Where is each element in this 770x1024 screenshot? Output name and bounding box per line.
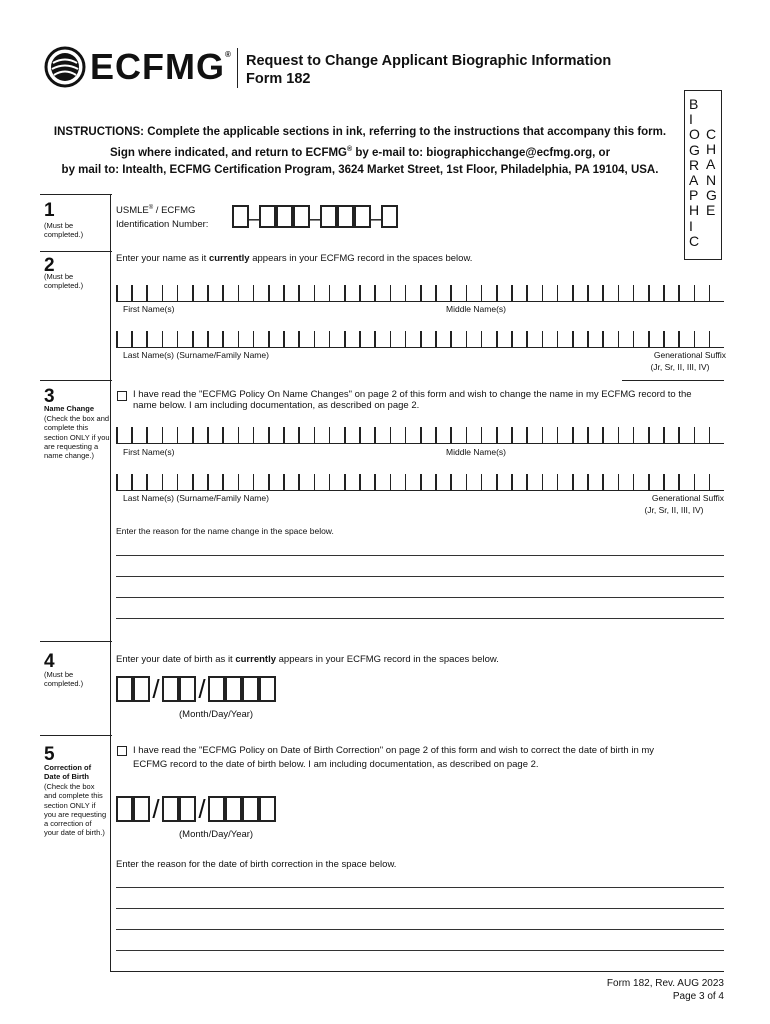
instructions-line-3: by mail to: Intealth, ECFMG Certification Program, 3624 Market Street, 1st Floor, Philadelphia, PA 19104, USA. xyxy=(61,163,659,176)
usmle-id-label: USMLE® / ECFMG xyxy=(116,205,196,217)
footer-page-number: Page 3 of 4 xyxy=(672,991,724,1002)
new-first-middle-name-field[interactable] xyxy=(116,424,724,444)
comb-tick xyxy=(648,331,650,347)
id-digit-box[interactable] xyxy=(337,205,354,228)
reason-line[interactable] xyxy=(116,597,724,598)
tab-letter: A xyxy=(706,156,716,173)
comb-tick xyxy=(390,285,392,301)
comb-tick xyxy=(238,285,240,301)
tab-letter: C xyxy=(689,232,700,249)
id-dash: – xyxy=(310,208,322,230)
comb-tick xyxy=(222,285,224,301)
comb-tick xyxy=(192,427,194,443)
reason-line[interactable] xyxy=(116,887,724,888)
dob-digit-box[interactable] xyxy=(162,796,179,822)
dob-digit-box[interactable] xyxy=(242,676,259,702)
comb-tick xyxy=(678,285,680,301)
comb-tick xyxy=(146,427,148,443)
comb-tick xyxy=(618,331,620,347)
new-suffix-examples: (Jr, Sr, II, III, IV) xyxy=(644,505,704,515)
dob-digit-box[interactable] xyxy=(179,796,196,822)
dob-format-label: (Month/Day/Year) xyxy=(179,709,254,720)
comb-tick xyxy=(709,285,711,301)
comb-tick xyxy=(344,285,346,301)
comb-tick xyxy=(618,285,620,301)
comb-tick xyxy=(298,331,300,347)
instructions-line-2: Sign where indicated, and return to ECFMG® by e-mail to: biographicchange@ecfmg.org, or xyxy=(109,146,611,159)
comb-tick xyxy=(192,285,194,301)
comb-tick xyxy=(131,474,133,490)
comb-tick xyxy=(587,285,589,301)
comb-tick xyxy=(435,331,437,347)
comb-tick xyxy=(633,285,635,301)
comb-tick xyxy=(602,331,604,347)
reason-line[interactable] xyxy=(116,618,724,619)
id-digit-box[interactable] xyxy=(320,205,337,228)
biographic-change-tab xyxy=(684,90,722,260)
comb-tick xyxy=(268,285,270,301)
comb-tick xyxy=(496,474,498,490)
comb-tick xyxy=(678,331,680,347)
dob-digit-box[interactable] xyxy=(225,796,242,822)
dob-digit-box[interactable] xyxy=(242,796,259,822)
current-dob-input[interactable] xyxy=(116,676,276,702)
id-digit-box[interactable] xyxy=(276,205,293,228)
comb-tick xyxy=(663,285,665,301)
comb-tick xyxy=(374,331,376,347)
section-5-rule xyxy=(40,735,112,736)
new-last-name-field[interactable] xyxy=(116,471,724,491)
ecfmg-logo xyxy=(44,46,232,88)
tab-letter: G xyxy=(706,186,717,203)
comb-tick xyxy=(314,474,316,490)
section-3-rule xyxy=(40,380,112,381)
section-5-note: (Check the box and complete this section ONLY if you are requesting a correction of your date of birth.) xyxy=(44,782,107,838)
comb-tick xyxy=(709,331,711,347)
comb-tick xyxy=(298,285,300,301)
comb-tick xyxy=(526,474,528,490)
current-first-middle-name-field[interactable] xyxy=(116,282,724,302)
section-4-instruction: Enter your date of birth as it currently appears in your ECFMG record in the spaces below. xyxy=(116,654,499,665)
comb-tick xyxy=(192,331,194,347)
comb-tick xyxy=(374,285,376,301)
id-dash: – xyxy=(249,208,261,230)
comb-tick xyxy=(374,474,376,490)
tab-letter: N xyxy=(706,171,717,188)
comb-tick xyxy=(435,427,437,443)
current-last-name-label: Last Name(s) (Surname/Family Name) xyxy=(123,350,269,360)
comb-tick xyxy=(450,331,452,347)
comb-tick xyxy=(602,427,604,443)
comb-tick xyxy=(542,427,544,443)
current-first-name-label: First Name(s) xyxy=(123,304,175,314)
section-2-number: 2 xyxy=(44,255,55,276)
bottom-rule xyxy=(110,971,724,972)
comb-tick xyxy=(435,474,437,490)
comb-tick xyxy=(314,331,316,347)
comb-tick xyxy=(344,474,346,490)
reason-line[interactable] xyxy=(116,950,724,951)
comb-tick xyxy=(359,331,361,347)
dob-slash: / xyxy=(198,674,206,704)
current-suffix-label: Generational Suffix xyxy=(653,350,726,360)
reason-line[interactable] xyxy=(116,576,724,577)
comb-tick xyxy=(709,427,711,443)
tab-letter: O xyxy=(689,126,700,143)
comb-tick xyxy=(602,285,604,301)
dob-digit-box[interactable] xyxy=(259,796,276,822)
instructions-line-1: INSTRUCTIONS: Complete the applicable sections in ink, referring to the instructions that accompany this form. xyxy=(53,126,667,138)
section-2-rule xyxy=(40,251,112,252)
comb-tick xyxy=(283,474,285,490)
current-last-name-field[interactable] xyxy=(116,328,724,348)
logo-text: ECFMG® xyxy=(90,46,232,87)
section-4-note: (Must be completed.) xyxy=(44,670,84,689)
comb-tick xyxy=(466,331,468,347)
comb-tick xyxy=(192,474,194,490)
comb-tick xyxy=(618,427,620,443)
footer-revision: Form 182, Rev. AUG 2023 xyxy=(606,978,724,989)
comb-tick xyxy=(116,331,118,347)
tab-letter: C xyxy=(706,126,717,142)
comb-tick xyxy=(633,331,635,347)
comb-tick xyxy=(450,427,452,443)
form-number: Form 182 xyxy=(246,71,311,87)
new-suffix-label: Generational Suffix xyxy=(651,493,724,503)
comb-tick xyxy=(542,474,544,490)
comb-tick xyxy=(420,474,422,490)
comb-tick xyxy=(420,331,422,347)
comb-tick xyxy=(557,474,559,490)
dob-digit-box[interactable] xyxy=(259,676,276,702)
id-dash: – xyxy=(371,208,383,230)
comb-tick xyxy=(253,285,255,301)
section-2-end-rule xyxy=(622,380,724,381)
comb-tick xyxy=(268,331,270,347)
comb-tick xyxy=(572,285,574,301)
corrected-dob-input[interactable] xyxy=(116,796,276,822)
id-digit-box[interactable] xyxy=(381,205,398,228)
tab-letter: H xyxy=(689,202,700,219)
comb-tick xyxy=(359,285,361,301)
dob-slash: / xyxy=(152,794,160,824)
comb-tick xyxy=(663,427,665,443)
comb-tick xyxy=(663,474,665,490)
section-5-title: Correction of Date of Birth xyxy=(44,763,92,782)
comb-tick xyxy=(314,285,316,301)
comb-tick xyxy=(222,474,224,490)
comb-tick xyxy=(116,427,118,443)
comb-tick xyxy=(466,285,468,301)
comb-tick xyxy=(283,331,285,347)
comb-tick xyxy=(253,331,255,347)
comb-tick xyxy=(177,285,179,301)
comb-tick xyxy=(162,474,164,490)
comb-tick xyxy=(344,331,346,347)
new-middle-name-label: Middle Name(s) xyxy=(446,447,506,457)
reason-line[interactable] xyxy=(116,908,724,909)
id-digit-box[interactable] xyxy=(293,205,310,228)
comb-tick xyxy=(496,427,498,443)
reason-line[interactable] xyxy=(116,929,724,930)
id-digit-box[interactable] xyxy=(232,205,249,228)
comb-tick xyxy=(283,285,285,301)
comb-tick xyxy=(587,474,589,490)
comb-tick xyxy=(329,427,331,443)
section-3-title: Name Change xyxy=(44,404,95,413)
comb-tick xyxy=(481,285,483,301)
tab-letter: A xyxy=(689,172,699,189)
comb-tick xyxy=(238,331,240,347)
tab-letter: R xyxy=(689,156,700,173)
dob-correction-statement: I have read the "ECFMG Policy on Date of Birth Correction" on page 2 of this form and wish to correct the date of birth in my ECFMG record to the date of birth below. I am including documentation, as described on page 2. xyxy=(133,745,655,770)
comb-tick xyxy=(496,285,498,301)
comb-tick xyxy=(207,427,209,443)
comb-tick xyxy=(131,285,133,301)
comb-tick xyxy=(572,427,574,443)
reason-line[interactable] xyxy=(116,555,724,556)
comb-tick xyxy=(557,285,559,301)
name-change-reason-label: Enter the reason for the name change in the space below. xyxy=(116,526,334,536)
tab-letter: I xyxy=(689,217,693,234)
usmle-id-input[interactable] xyxy=(232,205,398,228)
dob-digit-box[interactable] xyxy=(225,676,242,702)
section-1-rule xyxy=(40,194,112,195)
comb-tick xyxy=(526,285,528,301)
dob-digit-box[interactable] xyxy=(208,796,225,822)
comb-tick xyxy=(162,285,164,301)
dob-digit-box[interactable] xyxy=(162,676,179,702)
comb-tick xyxy=(542,331,544,347)
comb-tick xyxy=(283,427,285,443)
comb-tick xyxy=(359,474,361,490)
comb-tick xyxy=(207,331,209,347)
comb-tick xyxy=(238,427,240,443)
comb-tick xyxy=(177,474,179,490)
comb-tick xyxy=(511,474,513,490)
comb-tick xyxy=(557,331,559,347)
dob-digit-box[interactable] xyxy=(133,676,150,702)
section-2-instruction: Enter your name as it currently appears in your ECFMG record in the spaces below. xyxy=(116,253,473,264)
form-title: Request to Change Applicant Biographic Information xyxy=(246,53,612,69)
comb-tick xyxy=(390,474,392,490)
comb-tick xyxy=(572,331,574,347)
comb-tick xyxy=(526,427,528,443)
comb-tick xyxy=(542,285,544,301)
tab-letter: B xyxy=(689,96,699,112)
comb-tick xyxy=(648,474,650,490)
comb-tick xyxy=(405,285,407,301)
comb-tick xyxy=(131,427,133,443)
usmle-id-label-2: Identification Number: xyxy=(116,219,209,230)
comb-tick xyxy=(450,285,452,301)
comb-tick xyxy=(648,285,650,301)
comb-tick xyxy=(648,427,650,443)
form-footer xyxy=(607,977,724,1003)
comb-tick xyxy=(618,474,620,490)
comb-tick xyxy=(694,285,696,301)
comb-tick xyxy=(162,427,164,443)
comb-tick xyxy=(298,474,300,490)
comb-tick xyxy=(207,474,209,490)
comb-tick xyxy=(268,427,270,443)
comb-tick xyxy=(663,331,665,347)
tab-letter: E xyxy=(706,202,716,219)
comb-tick xyxy=(694,331,696,347)
comb-tick xyxy=(390,427,392,443)
tab-letter: G xyxy=(689,141,700,158)
dob-digit-box[interactable] xyxy=(179,676,196,702)
comb-tick xyxy=(405,427,407,443)
name-change-statement: I have read the "ECFMG Policy On Name Changes" on page 2 of this form and wish to change the name in my ECFMG record to the name below. I am including documentation, as described on page 2. xyxy=(133,389,692,411)
comb-tick xyxy=(694,427,696,443)
section-3-number: 3 xyxy=(44,386,55,407)
id-digit-box[interactable] xyxy=(259,205,276,228)
comb-tick xyxy=(511,331,513,347)
dob-slash: / xyxy=(198,794,206,824)
comb-tick xyxy=(329,285,331,301)
tab-letter: I xyxy=(689,111,693,128)
comb-tick xyxy=(344,427,346,443)
corrected-dob-format-label: (Month/Day/Year) xyxy=(179,829,254,840)
current-suffix-examples: (Jr, Sr, II, III, IV) xyxy=(650,362,710,372)
comb-tick xyxy=(222,331,224,347)
comb-tick xyxy=(466,427,468,443)
comb-tick xyxy=(268,474,270,490)
instructions xyxy=(40,124,680,179)
section-4-number: 4 xyxy=(44,651,55,672)
comb-tick xyxy=(116,285,118,301)
comb-tick xyxy=(633,474,635,490)
left-vertical-rule xyxy=(110,194,111,972)
section-2-note: (Must be completed.) xyxy=(44,272,84,291)
comb-tick xyxy=(253,474,255,490)
section-1-number: 1 xyxy=(44,200,55,221)
comb-tick xyxy=(177,427,179,443)
comb-tick xyxy=(146,285,148,301)
comb-tick xyxy=(131,331,133,347)
new-last-name-label: Last Name(s) (Surname/Family Name) xyxy=(123,493,269,503)
dob-digit-box[interactable] xyxy=(116,796,133,822)
tab-word-change xyxy=(706,127,717,218)
comb-tick xyxy=(314,427,316,443)
comb-tick xyxy=(587,331,589,347)
comb-tick xyxy=(420,427,422,443)
comb-tick xyxy=(466,474,468,490)
tab-letter: H xyxy=(706,141,717,158)
comb-tick xyxy=(435,285,437,301)
name-change-checkbox[interactable] xyxy=(117,391,127,401)
comb-tick xyxy=(694,474,696,490)
comb-tick xyxy=(481,331,483,347)
section-4-rule xyxy=(40,641,112,642)
new-first-name-label: First Name(s) xyxy=(123,447,175,457)
comb-tick xyxy=(633,427,635,443)
tab-word-biographic xyxy=(689,97,700,249)
comb-tick xyxy=(572,474,574,490)
section-1-note: (Must be completed.) xyxy=(44,221,84,240)
comb-tick xyxy=(222,427,224,443)
comb-tick xyxy=(678,427,680,443)
comb-tick xyxy=(450,474,452,490)
comb-tick xyxy=(116,474,118,490)
tab-letter: P xyxy=(689,187,699,204)
dob-digit-box[interactable] xyxy=(208,676,225,702)
section-3-note: (Check the box and complete this section ONLY if you are requesting a name change.) xyxy=(44,414,110,461)
comb-tick xyxy=(526,331,528,347)
comb-tick xyxy=(405,474,407,490)
dob-slash: / xyxy=(152,674,160,704)
comb-tick xyxy=(390,331,392,347)
comb-tick xyxy=(602,474,604,490)
dob-correction-checkbox[interactable] xyxy=(117,746,127,756)
comb-tick xyxy=(253,427,255,443)
comb-tick xyxy=(420,285,422,301)
comb-tick xyxy=(207,285,209,301)
id-digit-box[interactable] xyxy=(354,205,371,228)
comb-tick xyxy=(238,474,240,490)
comb-tick xyxy=(405,331,407,347)
comb-tick xyxy=(177,331,179,347)
comb-tick xyxy=(678,474,680,490)
dob-digit-box[interactable] xyxy=(133,796,150,822)
section-5-number: 5 xyxy=(44,744,55,765)
header-divider xyxy=(237,48,238,88)
comb-tick xyxy=(511,427,513,443)
dob-reason-label: Enter the reason for the date of birth correction in the space below. xyxy=(116,859,397,870)
comb-tick xyxy=(359,427,361,443)
comb-tick xyxy=(374,427,376,443)
globe-logo-icon xyxy=(44,46,86,88)
comb-tick xyxy=(557,427,559,443)
comb-tick xyxy=(146,331,148,347)
comb-tick xyxy=(329,331,331,347)
dob-digit-box[interactable] xyxy=(116,676,133,702)
comb-tick xyxy=(481,427,483,443)
comb-tick xyxy=(146,474,148,490)
comb-tick xyxy=(587,427,589,443)
comb-tick xyxy=(329,474,331,490)
comb-tick xyxy=(162,331,164,347)
comb-tick xyxy=(496,331,498,347)
comb-tick xyxy=(709,474,711,490)
comb-tick xyxy=(298,427,300,443)
comb-tick xyxy=(511,285,513,301)
current-middle-name-label: Middle Name(s) xyxy=(446,304,506,314)
comb-tick xyxy=(481,474,483,490)
